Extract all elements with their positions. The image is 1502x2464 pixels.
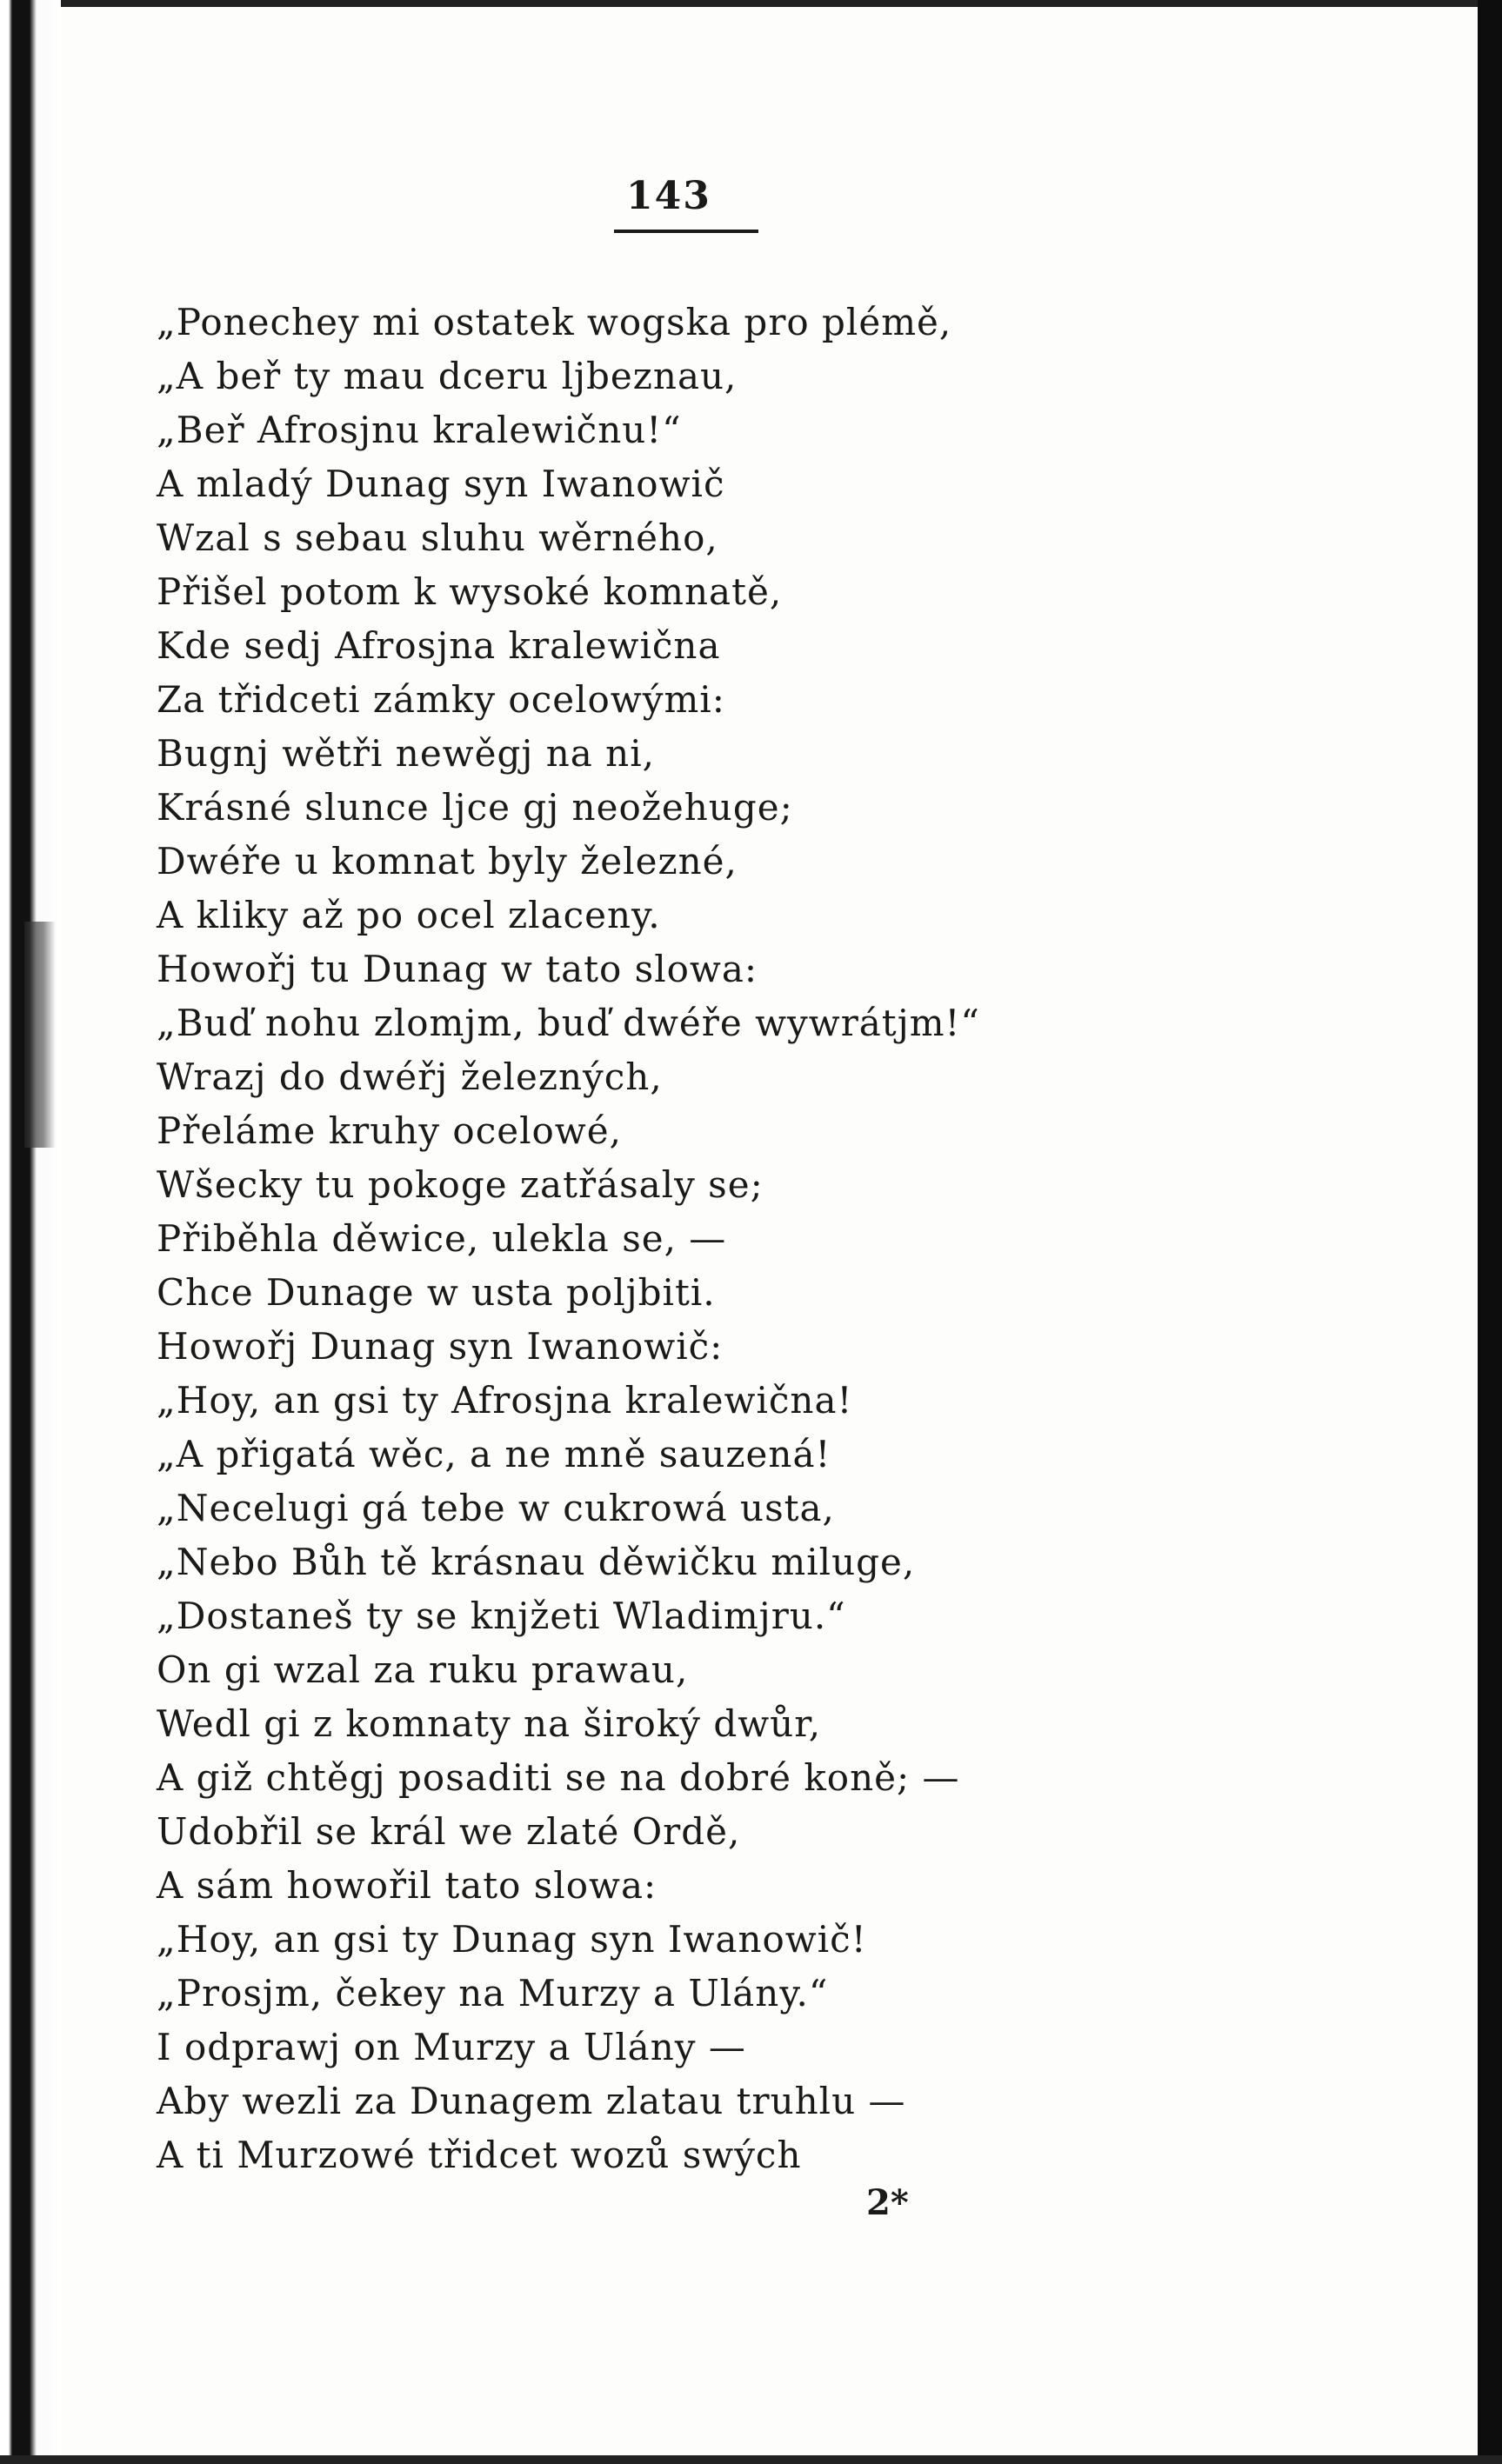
poem-line: A ti Murzowé třidcet wozů swých [157, 2134, 802, 2176]
poem-line: „Dostaneš ty se knjžeti Wladimjru.“ [157, 1595, 846, 1637]
poem-line: „Hoy, an gsi ty Afrosjna kralewična! [157, 1379, 853, 1422]
binding-shadow [24, 922, 56, 1148]
poem-line: „Beř Afrosjnu kralewičnu!“ [157, 409, 682, 451]
poem-line: Chce Dunage w usta poljbiti. [157, 1271, 716, 1314]
poem-line: „Prosjm, čekey na Murzy a Ulány.“ [157, 1972, 829, 2014]
poem-line: Za třidceti zámky ocelowými: [157, 678, 725, 721]
book-binding-edge [0, 0, 61, 2464]
scan-top-edge [0, 0, 1502, 7]
poem-line: Dwéře u komnat byly železné, [157, 840, 738, 882]
poem-line: I odprawj on Murzy a Ulány — [157, 2026, 746, 2068]
poem-line: Přiběhla děwice, ulekla se, — [157, 1217, 727, 1260]
poem-line: Aby wezli za Dunagem zlatau truhlu — [157, 2080, 906, 2122]
poem-line: Udobřil se král we zlaté Ordě, [157, 1810, 741, 1853]
poem-line: Howořj Dunag syn Iwanowič: [157, 1325, 724, 1368]
poem-line: Wzal s sebau sluhu wěrného, [157, 516, 718, 559]
poem-line: „A beř ty mau dceru ljbeznau, [157, 355, 738, 397]
poem-line: A sám howořil tato slowa: [157, 1864, 658, 1907]
poem-line: „Buď nohu zlomjm, buď dwéře wywrátjm!“ [157, 1002, 980, 1044]
poem-line: A kliky až po ocel zlaceny. [157, 894, 661, 936]
poem-line: A mladý Dunag syn Iwanowič [157, 463, 725, 505]
poem-line: Krásné slunce ljce gj neožehuge; [157, 786, 793, 829]
scan-right-edge [1478, 0, 1502, 2464]
poem-line: Přišel potom k wysoké komnatě, [157, 570, 783, 613]
poem-line: „A přigatá wěc, a ne mně sauzená! [157, 1433, 831, 1475]
poem-line: Wrazj do dwéřj železných, [157, 1056, 663, 1098]
poem-line: Přeláme kruhy ocelowé, [157, 1109, 622, 1152]
poem-line: „Nebo Bůh tě krásnau děwičku miluge, [157, 1541, 916, 1583]
poem-line: Wšecky tu pokoge zatřásaly se; [157, 1163, 764, 1206]
poem-line: „Necelugi gá tebe w cukrowá usta, [157, 1487, 835, 1529]
page-number: 143 [626, 174, 711, 218]
poem-line: Kde sedj Afrosjna kralewična [157, 624, 721, 667]
signature-mark: 2* [866, 2182, 909, 2223]
poem-line: „Ponechey mi ostatek wogska pro plémě, [157, 301, 952, 343]
poem-line: „Hoy, an gsi ty Dunag syn Iwanowič! [157, 1918, 867, 1961]
scan-bottom-edge [0, 2455, 1502, 2464]
poem-line: A giž chtěgj posaditi se na dobré koně; — [157, 1756, 960, 1799]
page-number-rule [614, 230, 758, 233]
poem-text [157, 296, 1418, 2182]
poem-line: Bugnj wětři newěgj na ni, [157, 732, 656, 775]
poem-line: Wedl gi z komnaty na široký dwůr, [157, 1702, 822, 1745]
poem-line: Howořj tu Dunag w tato slowa: [157, 948, 758, 990]
poem-line: On gi wzal za ruku prawau, [157, 1648, 689, 1691]
